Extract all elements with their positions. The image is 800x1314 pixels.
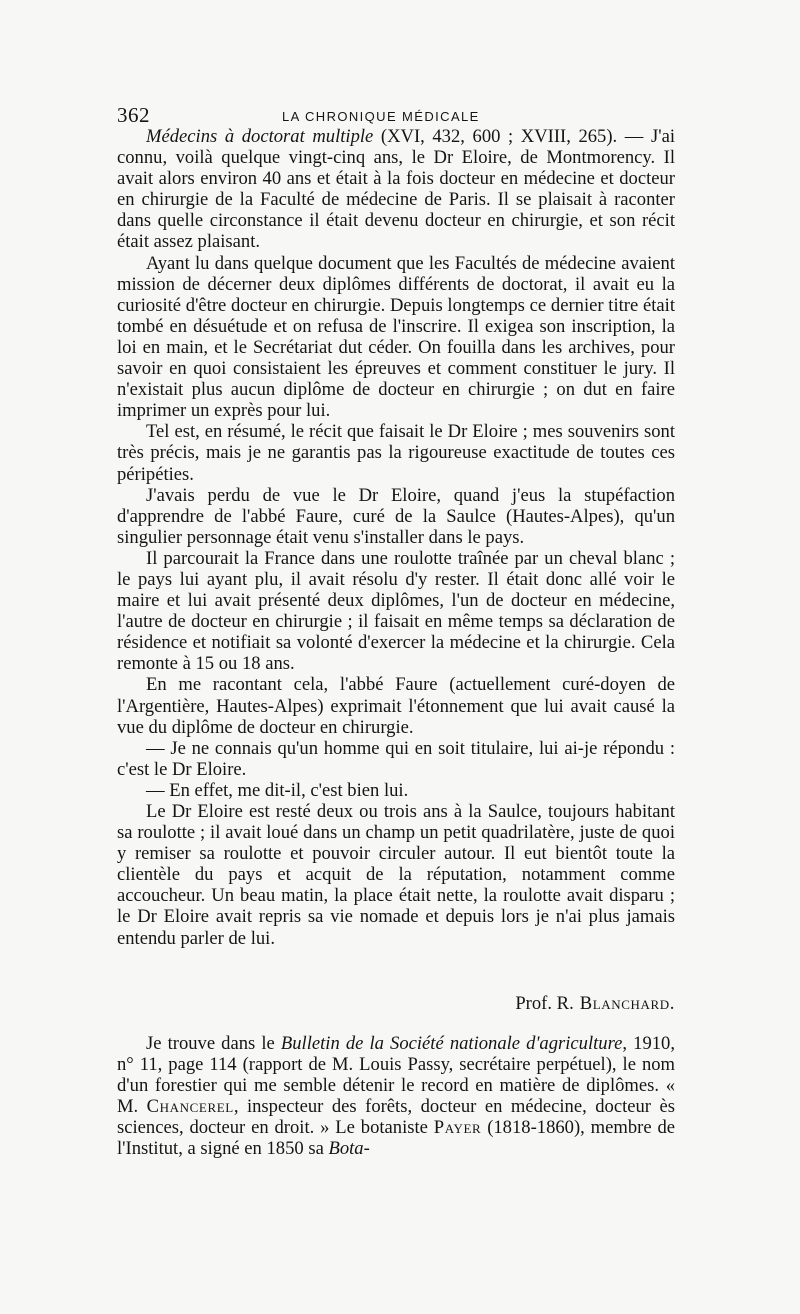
journal-title: Bulletin de la Société nationale d'agriculture — [280, 1033, 623, 1054]
article-forestier — [117, 1033, 675, 1160]
trailing-italic-word: Bota- — [328, 1138, 370, 1160]
paragraph-3: Tel est, en résumé, le récit que faisait le Dr Eloire ; mes souvenirs sont très précis, mais je ne garantis pas la rigoureuse exactitude de toutes ces péripéties. — [117, 421, 675, 485]
p10-text-3: , inspecteur des forêts, docteur en médecine, docteur ès sciences, docteur en droit. » Le botaniste — [117, 1096, 675, 1139]
author-signature — [515, 993, 675, 1014]
paragraph-2: Ayant lu dans quelque document que les Facultés de médecine avaient mission de décerner deux diplômes différents de doctorat, il avait eu la curiosité d'être docteur en chirurgie. Depuis longtemps ce dernier titre était tombé en désuétude et on refusa de l'inscrire. Il exigea son inscription, la loi en main, et le Secrétariat dut céder. On fouilla dans les archives, pour savoir en quoi consistaient les épreuves et comment constituer le jury. Il n'existait plus aucun diplôme de docteur en chirurgie ; on dut en faire imprimer un exprès pour lui. — [117, 252, 675, 422]
person-name-chancerel: Chancerel — [146, 1096, 234, 1118]
paragraph-9: Le Dr Eloire est resté deux ou trois ans à la Saulce, toujours habitant sa roulotte ; il avait loué dans un champ un petit quadrilatère, juste de quoi y remiser sa roulotte et pouvoir circuler autour. Il eut bientôt toute la clientèle du pays et acquit de la réputation, notamment comme accoucheur. Un beau matin, la place était nette, la roulotte avait disparu ; le Dr Eloire avait repris sa vie nomade et depuis lors je n'ai plus jamais entendu parler de lui. — [117, 801, 675, 949]
paragraph-1-text: J'ai connu, voilà quelque vingt-cinq ans, le Dr Eloire, de Montmorency. Il avait alors environ 40 ans et était à la fois docteur en médecine et docteur en chirurgie de la Faculté de médecine de Paris. Il se plaisait à raconter dans quelle circonstance il était devenu docteur en chirurgie, et son récit était assez plaisant. — [117, 126, 676, 253]
signature-prefix: Prof. R. — [515, 993, 574, 1014]
running-title: LA CHRONIQUE MÉDICALE — [282, 109, 480, 124]
article-doctorat-multiple — [117, 126, 676, 1014]
section-heading: Médecins à doctorat multiple — [146, 126, 374, 147]
p10-text-2: , 1910, n° 11, page 114 (rapport de M. Louis Passy, secrétaire perpétuel), le nom d'un forestier qui me semble détenir le record en matière de diplômes. « M. — [117, 1033, 675, 1118]
paragraph-10 — [117, 1033, 675, 1160]
paragraph-1 — [117, 126, 675, 253]
paragraph-6: En me racontant cela, l'abbé Faure (actuellement curé-doyen de l'Argentière, Hautes-Alpes) exprimait l'étonnement que lui avait causé la vue du diplôme de docteur en chirurgie. — [117, 674, 675, 738]
page-number: 362 — [117, 103, 150, 127]
signature-name: Blanchard. — [579, 993, 675, 1014]
heading-reference: (XVI, 432, 600 ; XVIII, 265). — — [373, 126, 651, 147]
paragraph-7: — Je ne connais qu'un homme qui en soit titulaire, lui ai-je répondu : c'est le Dr Eloire. — [117, 737, 675, 780]
p10-text-1: Je trouve dans le — [146, 1033, 281, 1054]
paragraph-5: Il parcourait la France dans une roulotte traînée par un cheval blanc ; le pays lui ayant plu, il avait résolu d'y rester. Il était donc allé voir le maire et lui avait présenté deux diplômes, l'un de docteur en médecine, l'autre de docteur en chirurgie ; il faisait en même temps sa déclaration de résidence et notifiait sa volonté d'exercer la médecine et la chirurgie. Cela remonte à 15 ou 18 ans. — [117, 547, 675, 675]
paragraph-4: J'avais perdu de vue le Dr Eloire, quand j'eus la stupéfaction d'apprendre de l'abbé Faure, curé de la Saulce (Hautes-Alpes), qu'un singulier personnage était venu s'installer dans le pays. — [117, 484, 675, 548]
person-name-payer: Payer — [433, 1117, 482, 1139]
p10-text-4: (1818-1860), membre de l'Institut, a signé en 1850 sa — [117, 1117, 675, 1160]
paragraph-8: — En effet, me dit-il, c'est bien lui. — [146, 779, 409, 801]
